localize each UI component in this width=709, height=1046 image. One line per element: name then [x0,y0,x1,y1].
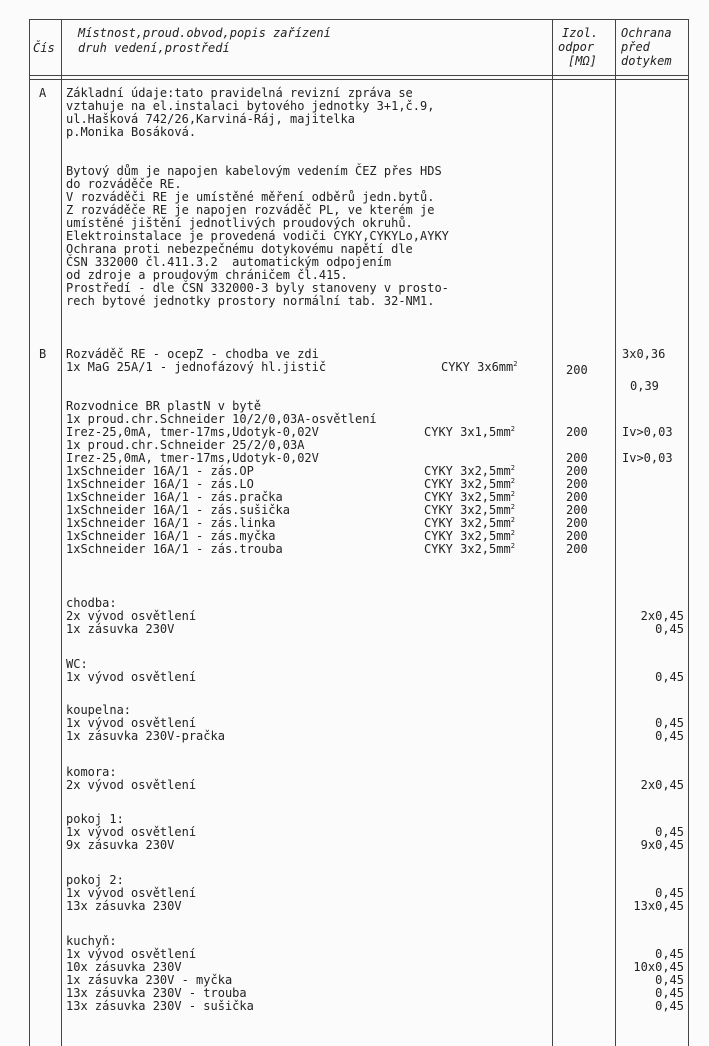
header-col-ochrana-1: Ochrana [621,26,672,40]
br-cable-text: CYKY 3x2,5mm [424,477,511,491]
re-line: 1x MaG 25A/1 - jednofázový hl.jistič [66,360,327,374]
br-izol: 200 [566,542,588,556]
br-izol: 200 [566,451,588,465]
br-cable-text: CYKY 3x2,5mm [424,529,511,543]
room-ochrana: 0,45 [655,999,684,1013]
br-line: Irez-25,0mA, tmer-17ms,Udotyk-0,02V [66,425,319,439]
room-ochrana: 0,45 [655,622,684,636]
header-col-ochrana-3: dotykem [621,54,672,68]
room-line: 9x zásuvka 230V [66,838,175,852]
room-name: pokoj 1: [66,812,124,826]
room-ochrana: 10x0,45 [633,960,684,974]
room-ochrana: 0,45 [655,716,684,730]
room-line: 10x zásuvka 230V [66,960,182,974]
br-izol: 200 [566,490,588,504]
room-ochrana: 0,45 [655,670,684,684]
section-a-label: A [39,86,47,100]
br-title: Rozvodnice BR plastN v bytě [66,399,262,413]
re-cable [441,361,517,374]
section-a-line: Z rozváděče RE je napojen rozváděč PL, ve kterém je [66,203,435,217]
br-cable-text: CYKY 3x2,5mm [424,516,511,530]
table-border-left [29,19,30,1046]
br-izol: 200 [566,464,588,478]
br-izol: 200 [566,516,588,530]
br-ochrana: Iv>0,03 [622,451,673,465]
br-cable-text: CYKY 3x1,5mm [424,425,511,439]
br-cable-text: CYKY 3x2,5mm [424,503,511,517]
room-ochrana: 0,45 [655,825,684,839]
br-izol: 200 [566,477,588,491]
room-line: 1x vývod osvětlení [66,825,197,839]
table-border-right [688,19,689,1046]
br-line: 1xSchneider 16A/1 - zás.LO [66,477,254,491]
section-a-line: od zdroje a proudovým chráničem čl.415. [66,268,348,282]
br-cable-text: CYKY 3x2,5mm [424,542,511,556]
header-col-izol-1: Izol. [562,26,599,40]
room-line: 1x zásuvka 230V [66,622,175,636]
header-divider-inner [29,79,689,80]
br-line: 1x proud.chr.Schneider 10/2/0,03A-osvětlení [66,412,377,426]
section-a-line: Elektroinstalace je provedená vodiči CYKY,CYKYLo,AYKY [66,229,449,243]
br-line: 1xSchneider 16A/1 - zás.linka [66,516,276,530]
room-ochrana: 0,45 [655,947,684,961]
br-cable-text: CYKY 3x2,5mm [424,490,511,504]
room-name: chodba: [66,596,117,610]
column-divider-ochrana [615,19,616,1046]
re-cable-sup: 2 [513,360,518,368]
br-cable-sup: 2 [510,464,515,472]
room-ochrana: 9x0,45 [640,838,684,852]
room-ochrana: 0,45 [655,886,684,900]
br-line: 1x proud.chr.Schneider 25/2/0,03A [66,438,305,452]
room-ochrana: 0,45 [655,729,684,743]
br-line: 1xSchneider 16A/1 - zás.trouba [66,542,283,556]
re-cable-text: CYKY 3x6mm [441,360,514,374]
br-cable-sup: 2 [510,425,515,433]
header-col-desc-1: Místnost,proud.obvod,popis zařízení [78,26,331,40]
header-col-num: Čís [33,41,55,55]
br-izol: 200 [566,425,588,439]
room-name: pokoj 2: [66,873,124,887]
section-a-line: vztahuje na el.instalaci bytového jednotky 3+1,č.9, [66,99,435,113]
room-ochrana: 2x0,45 [640,609,684,623]
section-a-line: Ochrana proti nebezpečnému dotykovému napětí dle [66,242,413,256]
room-line: 2x vývod osvětlení [66,609,197,623]
br-cable-sup: 2 [510,516,515,524]
section-a-line: Bytový dům je napojen kabelovým vedením ČEZ přes HDS [66,164,442,178]
br-cable-text: CYKY 3x2,5mm [424,464,511,478]
header-col-desc-2: druh vedení,prostředí [78,41,230,55]
section-a-line: Prostředí - dle ČSN 332000-3 byly stanoveny v prosto- [66,281,449,295]
room-name: koupelna: [66,703,132,717]
br-cable-sup: 2 [510,529,515,537]
re-izol: 200 [566,363,588,377]
column-divider-izol [552,19,553,1046]
br-izol: 200 [566,503,588,517]
section-a-line: umístěné jištění jednotlivých proudových okruhů. [66,216,413,230]
column-divider-num [61,19,62,1046]
re-ochrana-2: 0,39 [630,379,659,393]
header-divider [29,75,689,76]
br-cable-sup: 2 [510,503,515,511]
re-title: Rozváděč RE - ocepZ - chodba ve zdi [66,347,319,361]
room-name: WC: [66,657,88,671]
room-line: 13x zásuvka 230V [66,899,182,913]
section-a-line: do rozváděče RE. [66,177,182,191]
room-line: 1x zásuvka 230V-pračka [66,729,225,743]
room-line: 13x zásuvka 230V - sušička [66,999,254,1013]
room-ochrana: 0,45 [655,986,684,1000]
room-line: 1x vývod osvětlení [66,886,197,900]
br-cable [424,543,515,556]
br-cable [424,426,515,439]
br-ochrana: Iv>0,03 [622,425,673,439]
section-a-line: p.Monika Bosáková. [66,125,197,139]
br-cable-sup: 2 [510,490,515,498]
section-a-line: Základní údaje:tato pravidelná revizní zpráva se [66,86,413,100]
header-col-ochrana-2: před [621,40,650,54]
br-line: 1xSchneider 16A/1 - zás.pračka [66,490,283,504]
room-line: 1x vývod osvětlení [66,716,197,730]
room-name: kuchyň: [66,934,117,948]
header-col-izol-3: [MΩ] [568,54,597,68]
br-izol: 200 [566,529,588,543]
room-line: 1x zásuvka 230V - myčka [66,973,233,987]
room-name: komora: [66,765,117,779]
br-cable-sup: 2 [510,542,515,550]
room-line: 13x zásuvka 230V - trouba [66,986,247,1000]
table-border-top [29,19,689,20]
room-ochrana: 13x0,45 [633,899,684,913]
br-cable-sup: 2 [510,477,515,485]
section-a-line: ul.Hašková 742/26,Karviná-Ráj, majitelka [66,112,355,126]
br-line: Irez-25,0mA, tmer-17ms,Udotyk-0,02V [66,451,319,465]
room-ochrana: 0,45 [655,973,684,987]
section-a-line: rech bytové jednotky prostory normální tab. 32-NM1. [66,294,435,308]
room-line: 1x vývod osvětlení [66,670,197,684]
section-a-line: ČSN 332000 čl.411.3.2 automatickým odpojením [66,255,392,269]
room-line: 2x vývod osvětlení [66,778,197,792]
section-b-label: B [39,347,47,361]
section-a-line: V rozváděči RE je umístěné měření odběrů jedn.bytů. [66,190,435,204]
br-line: 1xSchneider 16A/1 - zás.sušička [66,503,290,517]
br-line: 1xSchneider 16A/1 - zás.myčka [66,529,276,543]
header-col-izol-2: odpor [558,40,595,54]
br-line: 1xSchneider 16A/1 - zás.OP [66,464,254,478]
room-ochrana: 2x0,45 [640,778,684,792]
re-ochrana-1: 3x0,36 [622,347,666,361]
room-line: 1x vývod osvětlení [66,947,197,961]
